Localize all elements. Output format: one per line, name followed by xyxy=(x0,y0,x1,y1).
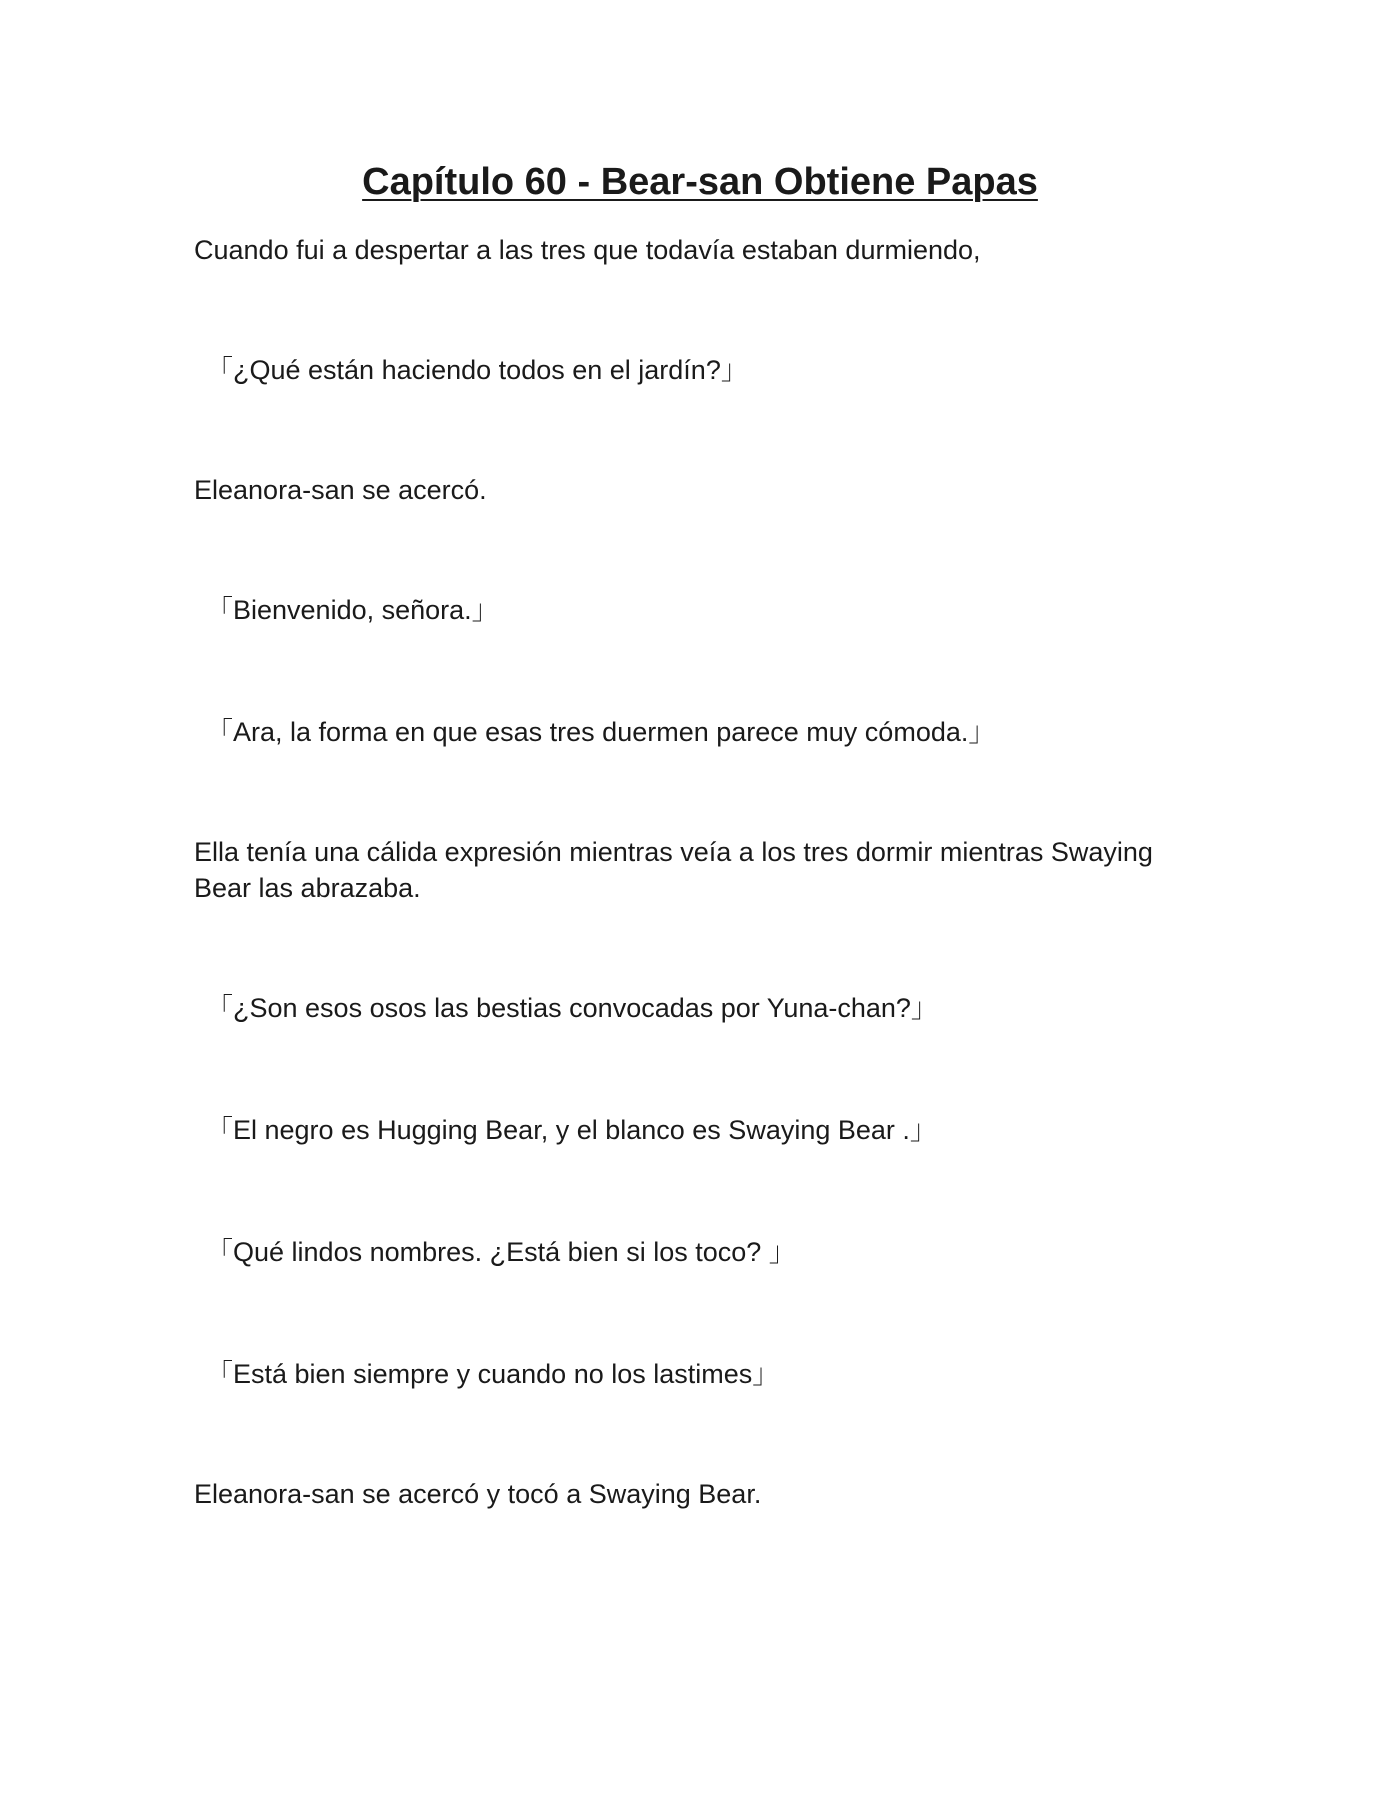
paragraph-2: Eleanora-san se acercó. xyxy=(194,475,487,505)
dialogue-2: 「Bienvenido, señora.」 xyxy=(206,595,499,625)
dialogue-7: 「Está bien siempre y cuando no los lastimes」 xyxy=(206,1359,780,1389)
dialogue-5: 「El negro es Hugging Bear, y el blanco es Swaying Bear .」 xyxy=(206,1115,937,1145)
dialogue-4: 「¿Son esos osos las bestias convocadas por Yuna-chan?」 xyxy=(206,993,938,1023)
paragraph-4: Eleanora-san se acercó y tocó a Swaying Bear. xyxy=(194,1479,762,1509)
paragraph-3: Ella tenía una cálida expresión mientras veía a los tres dormir mientras Swaying Bear las abrazaba. xyxy=(194,837,1153,903)
chapter-title: Capítulo 60 - Bear-san Obtiene Papas xyxy=(362,161,1038,203)
dialogue-6: 「Qué lindos nombres. ¿Está bien si los toco? 」 xyxy=(206,1237,796,1267)
dialogue-3: 「Ara, la forma en que esas tres duermen parece muy cómoda.」 xyxy=(206,717,996,747)
paragraph-1: Cuando fui a despertar a las tres que todavía estaban durmiendo, xyxy=(194,235,981,265)
dialogue-1: 「¿Qué están haciendo todos en el jardín?」 xyxy=(206,355,748,385)
